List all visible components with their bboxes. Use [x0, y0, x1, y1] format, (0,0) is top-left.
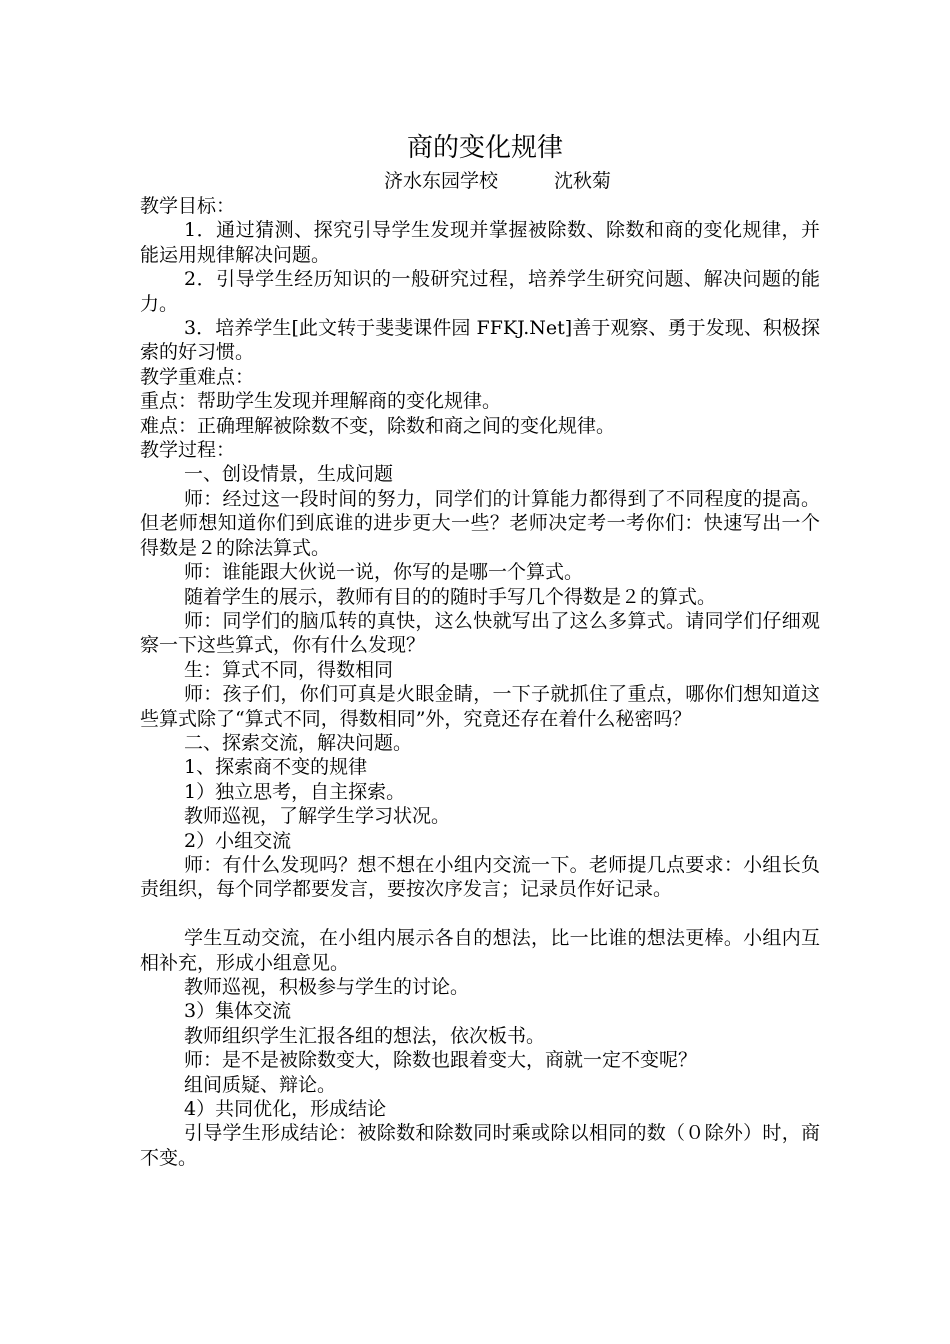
paragraph: 组间质疑、辩论。 [184, 1073, 337, 1096]
document-title: 商的变化规律 [406, 133, 563, 163]
subheading: 1）独立思考，自主探索。 [184, 780, 406, 803]
paragraph: 师：同学们的脑瓜转的真快，这么快就写出了这么多算式。请同学们仔细观察一下这些算式，你有什么发现？ [140, 609, 820, 657]
paragraph: 教师巡视，了解学生学习状况。 [184, 805, 451, 828]
paragraph: 3．培养学生[此文转于斐斐课件园 FFKJ.Net]善于观察、勇于发现、积极探索的好习惯。 [140, 317, 820, 364]
subheading: 2）小组交流 [184, 829, 292, 852]
paragraph: 随着学生的展示，教师有目的的随时手写几个得数是２的算式。 [184, 585, 717, 608]
subheading: 1、探索商不变的规律 [184, 756, 368, 779]
author-name: 沈秋菊 [554, 170, 612, 192]
paragraph: 学生互动交流，在小组内展示各自的想法，比一比谁的想法更棒。小组内互相补充，形成小组意见。 [140, 927, 820, 974]
paragraph: 生：算式不同，得数相同 [184, 658, 394, 681]
school-name: 济水东园学校 [383, 170, 498, 192]
paragraph: 2．引导学生经历知识的一般研究过程，培养学生研究问题、解决问题的能力。 [140, 268, 820, 315]
paragraph: 师：是不是被除数变大，除数也跟着变大，商就一定不变呢？ [184, 1049, 698, 1072]
paragraph: 师：经过这一段时间的努力，同学们的计算能力都得到了不同程度的提高。但老师想知道你们到底谁的进步更大一些？老师决定考一考你们：快速写出一个得数是２的除法算式。 [140, 487, 820, 559]
paragraph: 师：有什么发现吗？想不想在小组内交流一下。老师提几点要求：小组长负责组织，每个同学都要发言，要按次序发言；记录员作好记录。 [140, 853, 820, 901]
paragraph: 1．通过猜测、探究引导学生发现并掌握被除数、除数和商的变化规律，并能运用规律解决问题。 [140, 219, 820, 266]
subheading: 二、探索交流，解决问题。 [184, 731, 413, 754]
paragraph: 教师组织学生汇报各组的想法，依次板书。 [184, 1024, 546, 1047]
paragraph: 师：孩子们，你们可真是火眼金睛，一下子就抓住了重点，哪你们想知道这些算式除了“算式不同，得数相同”外，究竟还存在着什么秘密吗？ [140, 683, 820, 730]
subheading: 一、创设情景，生成问题 [184, 463, 394, 486]
blank-line [140, 902, 820, 926]
paragraph: 难点：正确理解被除数不变，除数和商之间的变化规律。 [140, 414, 616, 437]
paragraph: 重点：帮助学生发现并理解商的变化规律。 [140, 390, 502, 413]
paragraph: 教师巡视，积极参与学生的讨论。 [184, 975, 470, 998]
subheading: 4）共同优化，形成结论 [184, 1098, 387, 1121]
author-line [175, 168, 820, 194]
section-heading: 教学重难点： [140, 365, 255, 388]
section-heading: 教学目标： [140, 195, 236, 217]
document-content [140, 128, 820, 1170]
section-heading: 教学过程： [140, 439, 236, 462]
paragraph: 引导学生形成结论：被除数和除数同时乘或除以相同的数（０除外）时，商不变。 [140, 1122, 820, 1169]
subheading: 3）集体交流 [184, 1000, 292, 1023]
paragraph: 师：谁能跟大伙说一说，你写的是哪一个算式。 [184, 561, 584, 584]
